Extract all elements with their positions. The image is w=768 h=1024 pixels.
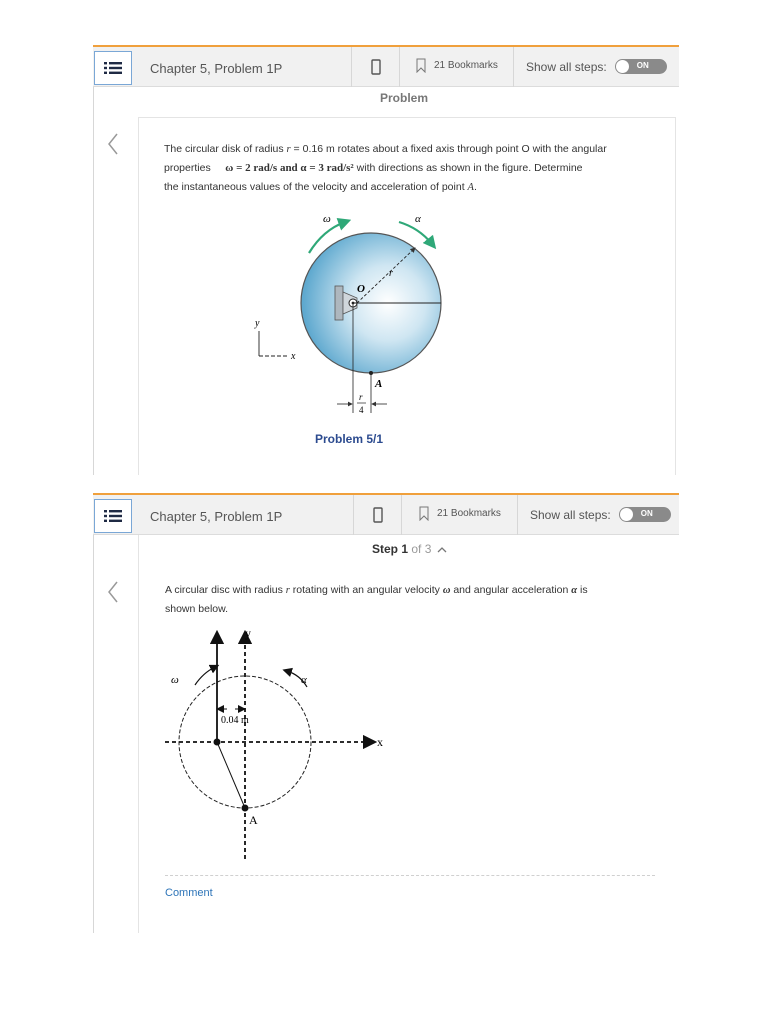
chevron-left-icon xyxy=(107,132,119,156)
point-a-label: A xyxy=(467,182,474,193)
bookmarks-button[interactable] xyxy=(419,506,501,521)
list-menu-button[interactable] xyxy=(94,499,132,533)
divider xyxy=(399,47,400,87)
left-rail xyxy=(93,87,94,475)
point-a-figure-label: A xyxy=(375,378,383,390)
problem-text: . xyxy=(473,181,477,193)
point-a xyxy=(242,805,249,812)
point-a-label: A xyxy=(249,813,258,827)
show-steps-toggle[interactable] xyxy=(615,59,667,74)
step-text: shown below. xyxy=(165,603,229,615)
chapter-title: Chapter 5, Problem 1P xyxy=(150,61,283,76)
problem-text: = 0.16 m rotates about a fixed axis through point O with the angular xyxy=(290,143,607,155)
y-axis-label: y xyxy=(255,318,260,329)
step-statement xyxy=(165,581,655,619)
x-axis-label: x xyxy=(377,735,383,749)
alpha-label: α xyxy=(415,213,421,225)
omega-label: ω xyxy=(323,213,331,225)
omega-symbol: ω xyxy=(442,585,451,596)
step-text: and angular acceleration xyxy=(450,584,572,596)
bookmarks-count: 21 Bookmarks xyxy=(434,60,498,71)
show-steps-label: Show all steps: xyxy=(530,507,611,522)
bookmarks-count: 21 Bookmarks xyxy=(437,508,501,519)
toggle-knob xyxy=(616,60,629,73)
bookmark-icon xyxy=(416,58,426,73)
bookmarks-button[interactable] xyxy=(416,58,498,73)
left-rail xyxy=(93,535,94,933)
back-button[interactable] xyxy=(107,132,119,161)
x-axis-label: x xyxy=(291,351,296,362)
toggle-label: ON xyxy=(636,61,649,70)
bookmark-icon xyxy=(419,506,429,521)
omega-alpha-expression: ω = 2 rad/s and α = 3 rad/s² xyxy=(225,162,354,174)
step-total: of 3 xyxy=(408,542,432,556)
divider xyxy=(513,47,514,87)
step-content-box xyxy=(138,535,676,933)
toggle-label: ON xyxy=(640,509,653,518)
bearing-support xyxy=(335,286,343,320)
divider xyxy=(353,495,354,535)
toolbar xyxy=(93,493,679,535)
comment-link[interactable]: Comment xyxy=(165,887,213,899)
r-symbol: r xyxy=(286,144,291,155)
step-line-1 xyxy=(165,581,655,600)
problem-line-1 xyxy=(164,140,664,159)
alpha-symbol: α xyxy=(571,585,578,596)
radius-label: r xyxy=(389,268,393,279)
show-steps-toggle[interactable] xyxy=(619,507,671,522)
show-steps-label: Show all steps: xyxy=(526,59,607,74)
step-figure xyxy=(165,627,395,859)
comment-divider xyxy=(165,875,655,876)
divider xyxy=(351,47,352,87)
fraction-numerator: r xyxy=(359,392,363,402)
chevron-left-icon xyxy=(107,580,119,604)
problem-statement xyxy=(164,140,664,197)
alpha-label: α xyxy=(301,674,307,686)
o-label: O xyxy=(357,283,365,295)
fraction-denominator: 4 xyxy=(359,405,364,415)
divider xyxy=(401,495,402,535)
back-button[interactable] xyxy=(107,580,119,609)
step-label: Step 1 xyxy=(372,542,409,556)
list-icon xyxy=(104,509,122,523)
offset-distance-label: 0.04 m xyxy=(221,715,249,726)
problem-content-box xyxy=(138,117,676,475)
step-text: A circular disc with radius xyxy=(165,584,286,596)
point-a xyxy=(369,371,373,375)
radius-line xyxy=(217,742,245,808)
step-line-2 xyxy=(165,600,655,619)
toggle-knob xyxy=(620,508,633,521)
list-icon xyxy=(104,61,122,75)
divider xyxy=(517,495,518,535)
step-text: rotating with an angular velocity xyxy=(289,584,443,596)
problem-text: The circular disk of radius xyxy=(164,143,287,155)
problem-heading: Problem xyxy=(380,91,429,105)
problem-line-2 xyxy=(164,159,664,178)
problem-panel xyxy=(93,45,679,475)
device-button[interactable] xyxy=(371,59,381,80)
device-button[interactable] xyxy=(373,507,383,528)
y-axis-label: y xyxy=(245,627,251,640)
problem-text: the instantaneous values of the velocity and acceleration of point xyxy=(164,181,468,193)
problem-line-3 xyxy=(164,178,664,197)
r-symbol: r xyxy=(285,585,290,596)
problem-text: properties xyxy=(164,162,211,174)
show-steps-control xyxy=(526,59,667,74)
problem-figure xyxy=(249,208,469,428)
problem-text: with directions as shown in the figure. Determine xyxy=(353,162,583,174)
toolbar xyxy=(93,45,679,87)
tablet-icon xyxy=(373,507,383,523)
omega-arrow xyxy=(195,667,215,685)
tablet-icon xyxy=(371,59,381,75)
chapter-title: Chapter 5, Problem 1P xyxy=(150,509,283,524)
step-text: is xyxy=(577,584,588,596)
figure-caption: Problem 5/1 xyxy=(315,432,384,446)
show-steps-control xyxy=(530,507,671,522)
list-menu-button[interactable] xyxy=(94,51,132,85)
solution-panel xyxy=(93,493,679,933)
omega-label: ω xyxy=(171,674,179,686)
